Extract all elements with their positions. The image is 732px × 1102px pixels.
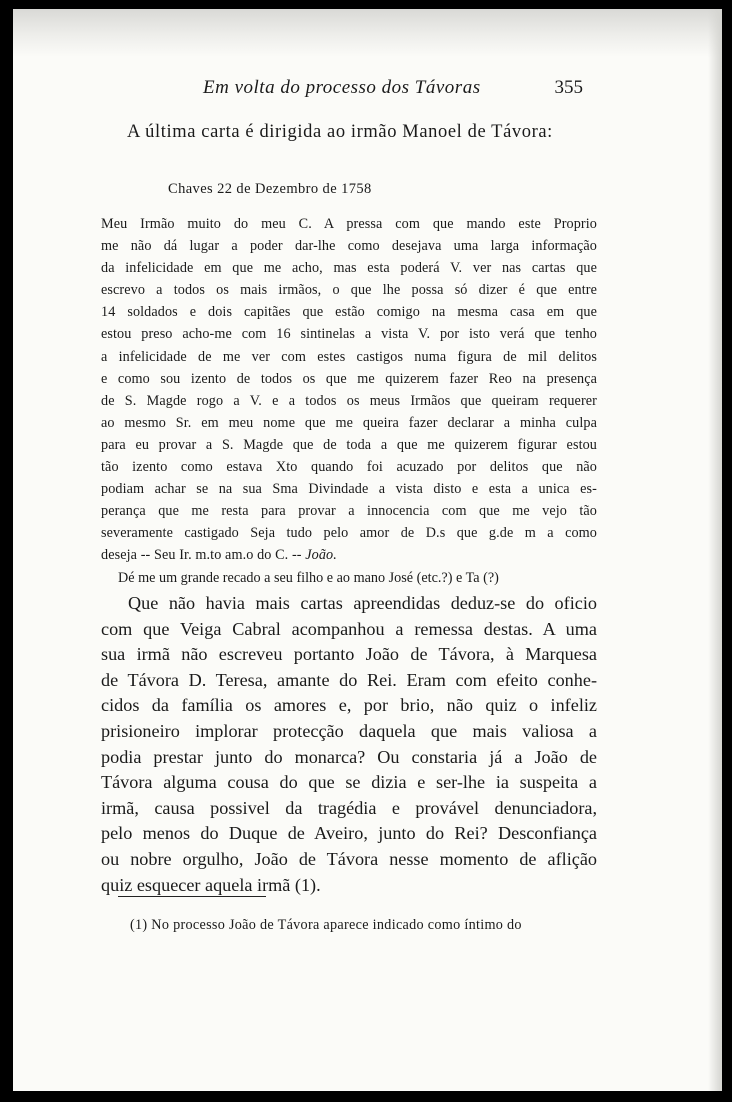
paragraph-line: irmã, causa possivel da tragédia e provável denunciadora, <box>101 797 597 818</box>
paragraph-line: Távora alguma cousa do que se dizia e ser-lhe ia suspeita a <box>101 772 597 793</box>
scan-shadow-right <box>708 9 722 1091</box>
letter-closing <box>101 544 597 566</box>
letter-postscript: Dé me um grande recado a seu filho e ao mano José (etc.?) e Ta (?) <box>118 569 499 586</box>
letter-body <box>101 213 597 567</box>
paragraph-line: de Távora D. Teresa, amante do Rei. Eram com efeito conhe- <box>101 669 597 690</box>
running-title: Em volta do processo dos Távoras <box>203 77 481 98</box>
quoted-letter <box>101 181 597 589</box>
letter-line: ao mesmo Sr. em meu nome que me queira fazer declarar a minha culpa <box>101 414 597 431</box>
letter-line: me não dá lugar a poder dar-lhe como desejava uma larga informação <box>101 238 597 255</box>
book-page <box>13 9 722 1091</box>
letter-signature: João. <box>305 547 337 564</box>
scan-shadow-top <box>13 9 722 57</box>
letter-line: perança que me resta para provar a innocencia com que me vejo tão <box>101 503 597 520</box>
letter-line: tão izento como estava Xto quando foi acuzado por delitos que não <box>101 459 597 476</box>
paragraph-line: ou nobre orgulho, João de Távora nesse momento de aflição <box>101 848 597 869</box>
letter-dateline: Chaves 22 de Dezembro de 1758 <box>168 181 372 197</box>
letter-line: e como sou izento de todos os que me quizerem fazer Reo na presença <box>101 370 597 387</box>
letter-line: escrevo a todos os mais irmãos, o que lhe possa só dizer é que entre <box>101 282 597 299</box>
paragraph-line: sua irmã não escreveu portanto João de Távora, à Marquesa <box>101 644 597 665</box>
page-number: 355 <box>554 77 583 98</box>
main-paragraph <box>101 591 597 898</box>
letter-line: a infelicidade de me ver com estes castigos numa figura de mil delitos <box>101 348 597 365</box>
letter-line: Meu Irmão muito do meu C. A pressa com que mando este Proprio <box>101 216 597 232</box>
letter-closing-text: deseja -- Seu Ir. m.to am.o do C. -- <box>101 547 302 564</box>
letter-line: podiam achar se na sua Sma Divindade a vista disto e esta a unica es- <box>101 481 597 498</box>
footnote: (1) No processo João de Távora aparece indicado como íntimo do <box>130 917 522 933</box>
letter-line: 14 soldados e dois capitães que estão comigo na mesma casa em que <box>101 304 597 321</box>
page-header <box>203 77 583 107</box>
paragraph-line: com que Veiga Cabral acompanhou a remessa destas. A uma <box>101 618 597 639</box>
letter-line: da infelicidade em que me acho, mas esta poderá V. ver nas cartas que <box>101 260 597 277</box>
footnote-rule <box>118 896 266 897</box>
paragraph-line: prisioneiro implorar protecção daquela que mais valiosa a <box>101 720 597 741</box>
paragraph-line: cidos da família os amores e, por brio, não quiz o infeliz <box>101 695 597 716</box>
paragraph-line: quiz esquecer aquela irmã (1). <box>101 874 321 895</box>
paragraph-line: Que não havia mais cartas apreendidas deduz-se do oficio <box>128 593 597 613</box>
intro-sentence: A última carta é dirigida ao irmão Manoel de Távora: <box>127 122 553 142</box>
letter-line: para eu provar a S. Magde que de toda a que me quizerem figurar estou <box>101 436 597 453</box>
letter-line: estou preso acho-me com 16 sintinelas a vista V. por isto verá que tenho <box>101 326 597 343</box>
paragraph-line: podia prestar junto do monarca? Ou constaria já a João de <box>101 746 597 767</box>
letter-line: de S. Magde rogo a V. e a todos os meus Irmãos que queiram requerer <box>101 392 597 409</box>
paragraph-line: pelo menos do Duque de Aveiro, junto do Rei? Desconfiança <box>101 823 597 844</box>
letter-line: severamente castigado Seja tudo pelo amor de D.s que g.de m a como <box>101 525 597 542</box>
